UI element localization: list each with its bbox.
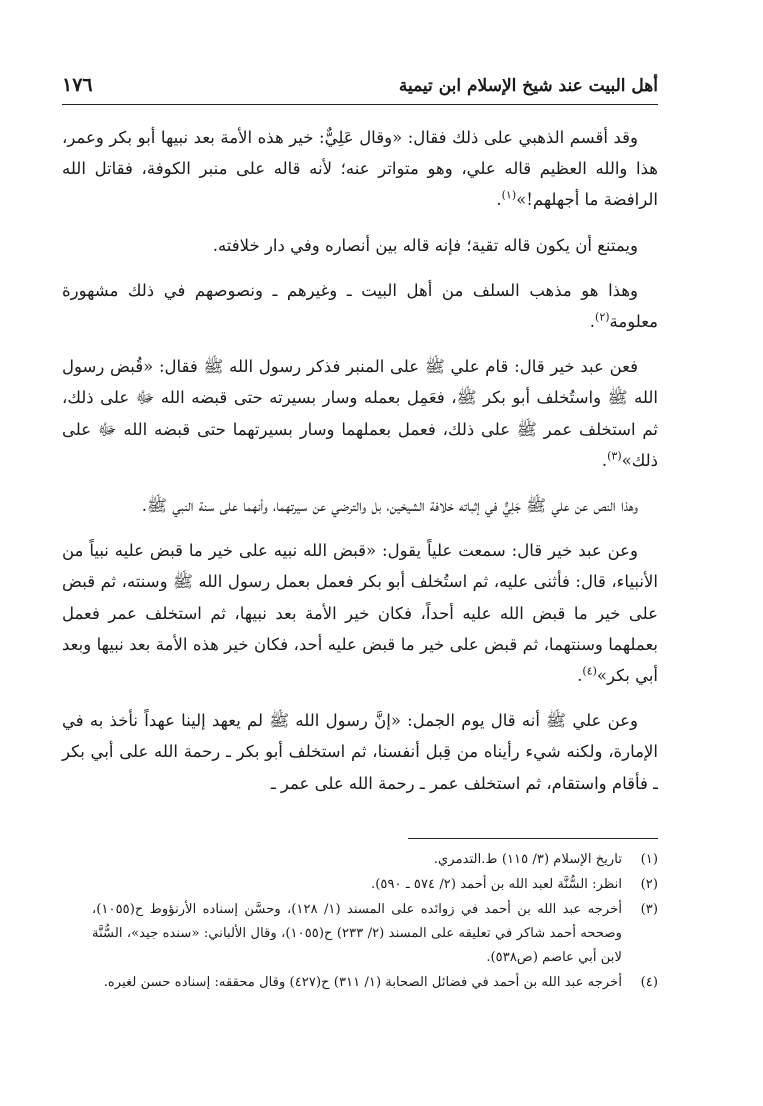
footnote-text: انظر: السُّنَّة لعبد الله بن أحمد (٢/ ٥٧٤ ـ ٥٩٠). [371, 877, 622, 892]
footnote [92, 848, 658, 872]
footnote-number: (٤) [640, 975, 658, 990]
paragraph: وقد أقسم الذهبي على ذلك فقال: «وقال عَلِيٌّ: خير هذه الأمة بعد نبيها أبو بكر وعمر، هذا والله العظيم قاله علي، وهو متواتر عنه؛ لأنه قاله على منبر الكوفة، فقاتل الله الرافضة ما أجهلهم!»$^{(١)}$. [62, 128, 658, 210]
footnote-ref: (٢) [595, 310, 610, 324]
footnote-text: تاريخ الإسلام (٣/ ١١٥) ط.التدمري. [433, 852, 622, 867]
footnote [92, 971, 658, 995]
paragraph: ويمتنع أن يكون قاله تقية؛ فإنه قاله بين أنصاره وفي دار خلافته. [212, 235, 638, 255]
footnote [92, 898, 658, 970]
running-header [62, 72, 658, 102]
footnote-ref: (١) [501, 188, 517, 202]
footnote-number: (٣) [640, 902, 658, 917]
footnote-ref: (٤) [582, 664, 597, 678]
footnote [92, 873, 658, 897]
footnote-number: (١) [640, 852, 658, 867]
header-divider [62, 104, 658, 105]
page-number: ١٧٦ [62, 74, 93, 96]
paragraph: وعن عبد خير قال: سمعت علياً يقول: «قبض الله نبيه على خير ما قبض عليه نبياً من الأنبياء، قال: فأثنى عليه، ثم استُخلف أبو بكر فعمل بعمل رسول الله ﷺ وسنته، ثم قبض على خير ما قبض الله عليه أحداً، فكان خير الأمة بعد نبيها، ثم استخلف عمر فعمل بعملهما وسنتهما، ثم قبض على خير ما قبض عليه أحد، فكان خير هذه الأمة بعد نبيها وبعد أبي بكر»$^{(٤)}$. [62, 541, 658, 686]
header-title: أهل البيت عند شيخ الإسلام ابن تيمية [398, 76, 658, 96]
paragraph: وعن علي ﷺ أنه قال يوم الجمل: «إنَّ رسول الله ﷺ لم يعهد إلينا عهداً نأخذ به في الإمارة، ولكنه شيء رأيناه من قِبل أنفسنا، ثم استخلف أبو بكر ـ رحمة الله على أبي بكر ـ فأقام واستقام، ثم استخلف عمر ـ رحمة الله على عمر ـ [62, 711, 658, 793]
paragraph: فعن عبد خير قال: قام علي ﷺ على المنبر فذكر رسول الله ﷺ فقال: «قُبض رسول الله ﷺ واستُخلف أبو بكر ﷺ، فعَمِل بعمله وسار بسيرته حتى قبضه الله ﷻ على ذلك، ثم استخلف عمر ﷺ على ذلك، فعمل بعملهما وسار بسيرتهما حتى قبضه الله ﷻ على ذلك»$^{(٣)}$. [62, 357, 658, 470]
footnotes [92, 848, 658, 996]
footnote-divider [408, 838, 658, 839]
footnote-text: أخرجه عبد الله بن أحمد في زوائده على المسند (١/ ١٢٨)، وحسَّن إسناده الأرنؤوط ح(١٠٥٥)، وصححه أحمد شاكر في تعليقه على المسند (٢/ ٢٣٣) ح(١٠٥٥)، وقال الألباني: «سنده جيد»، السُّنَّة لابن أبي عاصم (ص٥٣٨). [92, 902, 623, 965]
footnote-number: (٢) [640, 877, 658, 892]
footnote-text: أخرجه عبد الله بن أحمد في فضائل الصحابة (١/ ٣١١) ح(٤٢٧) وقال محققه: إسناده حسن لغيره. [103, 975, 622, 990]
main-text [62, 122, 658, 813]
paragraph: وهذا النص عن علي ﷺ جَلِيٌّ في إثباته خلافة الشيخين، بل والترضي عن سيرتهما، وأنهما على سنة النبي ﷺ. [141, 496, 638, 516]
footnote-ref: (٣) [607, 449, 622, 463]
paragraph: وهذا هو مذهب السلف من أهل البيت ـ وغيرهم ـ ونصوصهم في ذلك مشهورة معلومة$^{(٢)}$. [62, 280, 658, 332]
